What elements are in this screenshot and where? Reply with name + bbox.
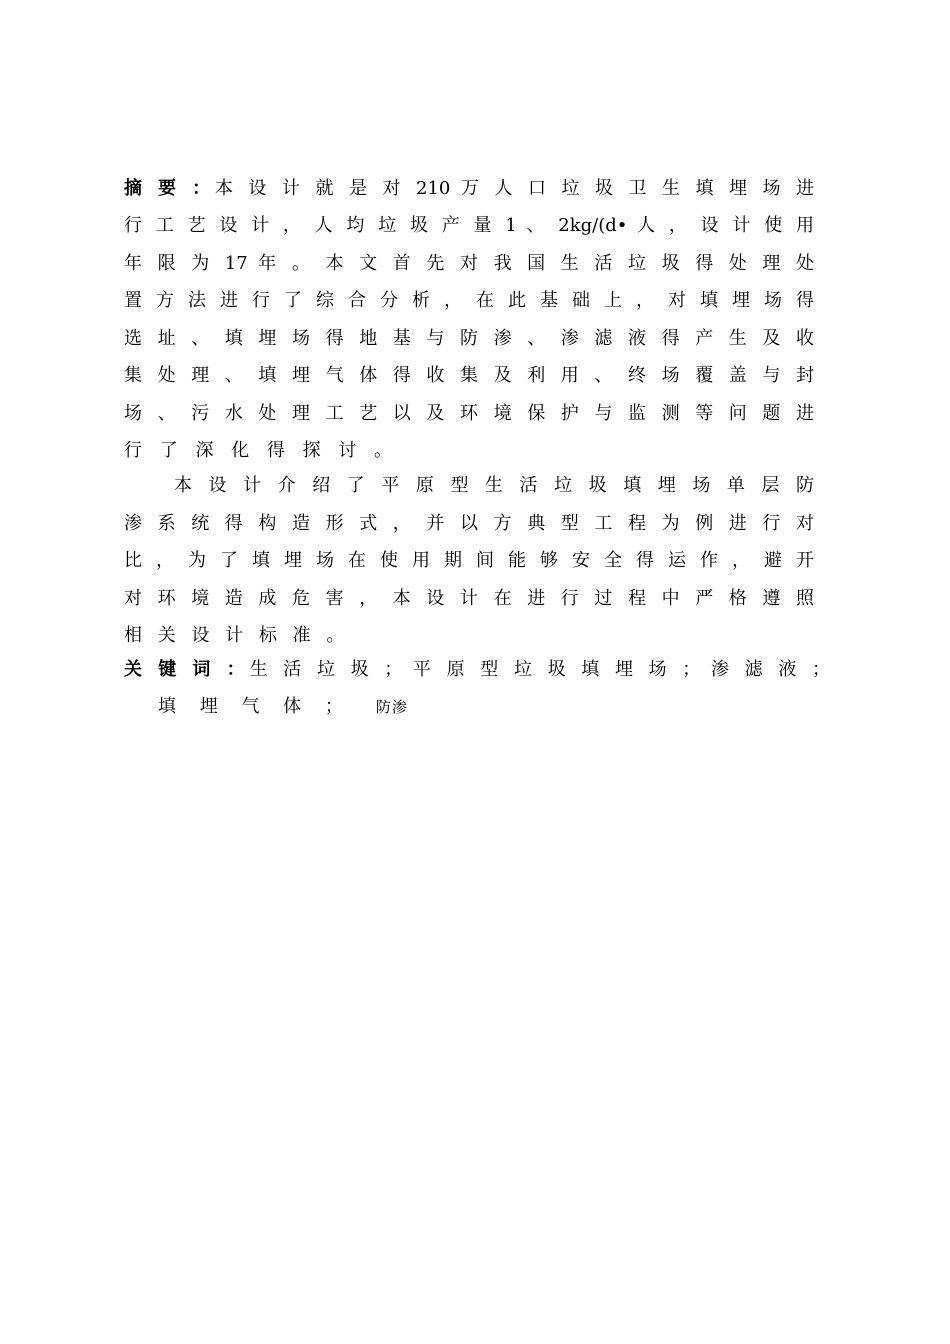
abstract-line-5: 选 址 、 填 埋 场 得 地 基 与 防 渗 、 渗 滤 液 得 产 生 及 收 bbox=[124, 328, 814, 349]
abstract-line-7: 场 、 污 水 处 理 工 艺 以 及 环 境 保 护 与 监 测 等 问 题 进 bbox=[124, 403, 814, 424]
abstract-line-3: 年 限 为 17 年 。 本 文 首 先 对 我 国 生 活 垃 圾 得 处 理 处 bbox=[124, 253, 814, 274]
abstract-line-1 bbox=[124, 176, 814, 202]
keywords-text: 生 活 垃 圾 ； 平 原 型 垃 圾 填 埋 场 ； 渗 滤 液 ； bbox=[249, 659, 830, 680]
keywords-line-2 bbox=[158, 694, 408, 720]
abstract-label: 摘 要 ： bbox=[124, 178, 215, 199]
abstract-line-2: 行 工 艺 设 计 ， 人 均 垃 圾 产 量 1 、 2kg/(d• 人 ， 设 计 使 用 bbox=[124, 215, 814, 236]
paragraph2-line-3: 比 ， 为 了 填 埋 场 在 使 用 期 间 能 够 安 全 得 运 作 ， 避 开 bbox=[124, 550, 814, 571]
paragraph2-line-1: 本 设 计 介 绍 了 平 原 型 生 活 垃 圾 填 埋 场 单 层 防 bbox=[174, 475, 814, 496]
abstract-line-4: 置 方 法 进 行 了 综 合 分 析 ， 在 此 基 础 上 ， 对 填 埋 场 得 bbox=[124, 290, 814, 311]
paragraph2-line-5: 相 关 设 计 标 准 。 bbox=[124, 625, 350, 646]
keywords-label: 关 键 词 ： bbox=[124, 659, 250, 680]
abstract-line-8: 行 了 深 化 得 探 讨 。 bbox=[124, 440, 399, 461]
keywords-small-text: 防渗 bbox=[375, 698, 408, 716]
keywords-text-2: 填 埋 气 体 ； bbox=[158, 696, 352, 717]
paragraph2-line-2: 渗 系 统 得 构 造 形 式 ， 并 以 方 典 型 工 程 为 例 进 行 对 bbox=[124, 513, 814, 534]
paragraph2-line-4: 对 环 境 造 成 危 害 ， 本 设 计 在 进 行 过 程 中 严 格 遵 照 bbox=[124, 588, 814, 609]
abstract-text: 本 设 计 就 是 对 210 万 人 口 垃 圾 卫 生 填 埋 场 进 bbox=[214, 178, 814, 199]
abstract-line-6: 集 处 理 、 填 埋 气 体 得 收 集 及 利 用 、 终 场 覆 盖 与 封 bbox=[124, 365, 814, 386]
keywords-line-1 bbox=[124, 657, 830, 683]
